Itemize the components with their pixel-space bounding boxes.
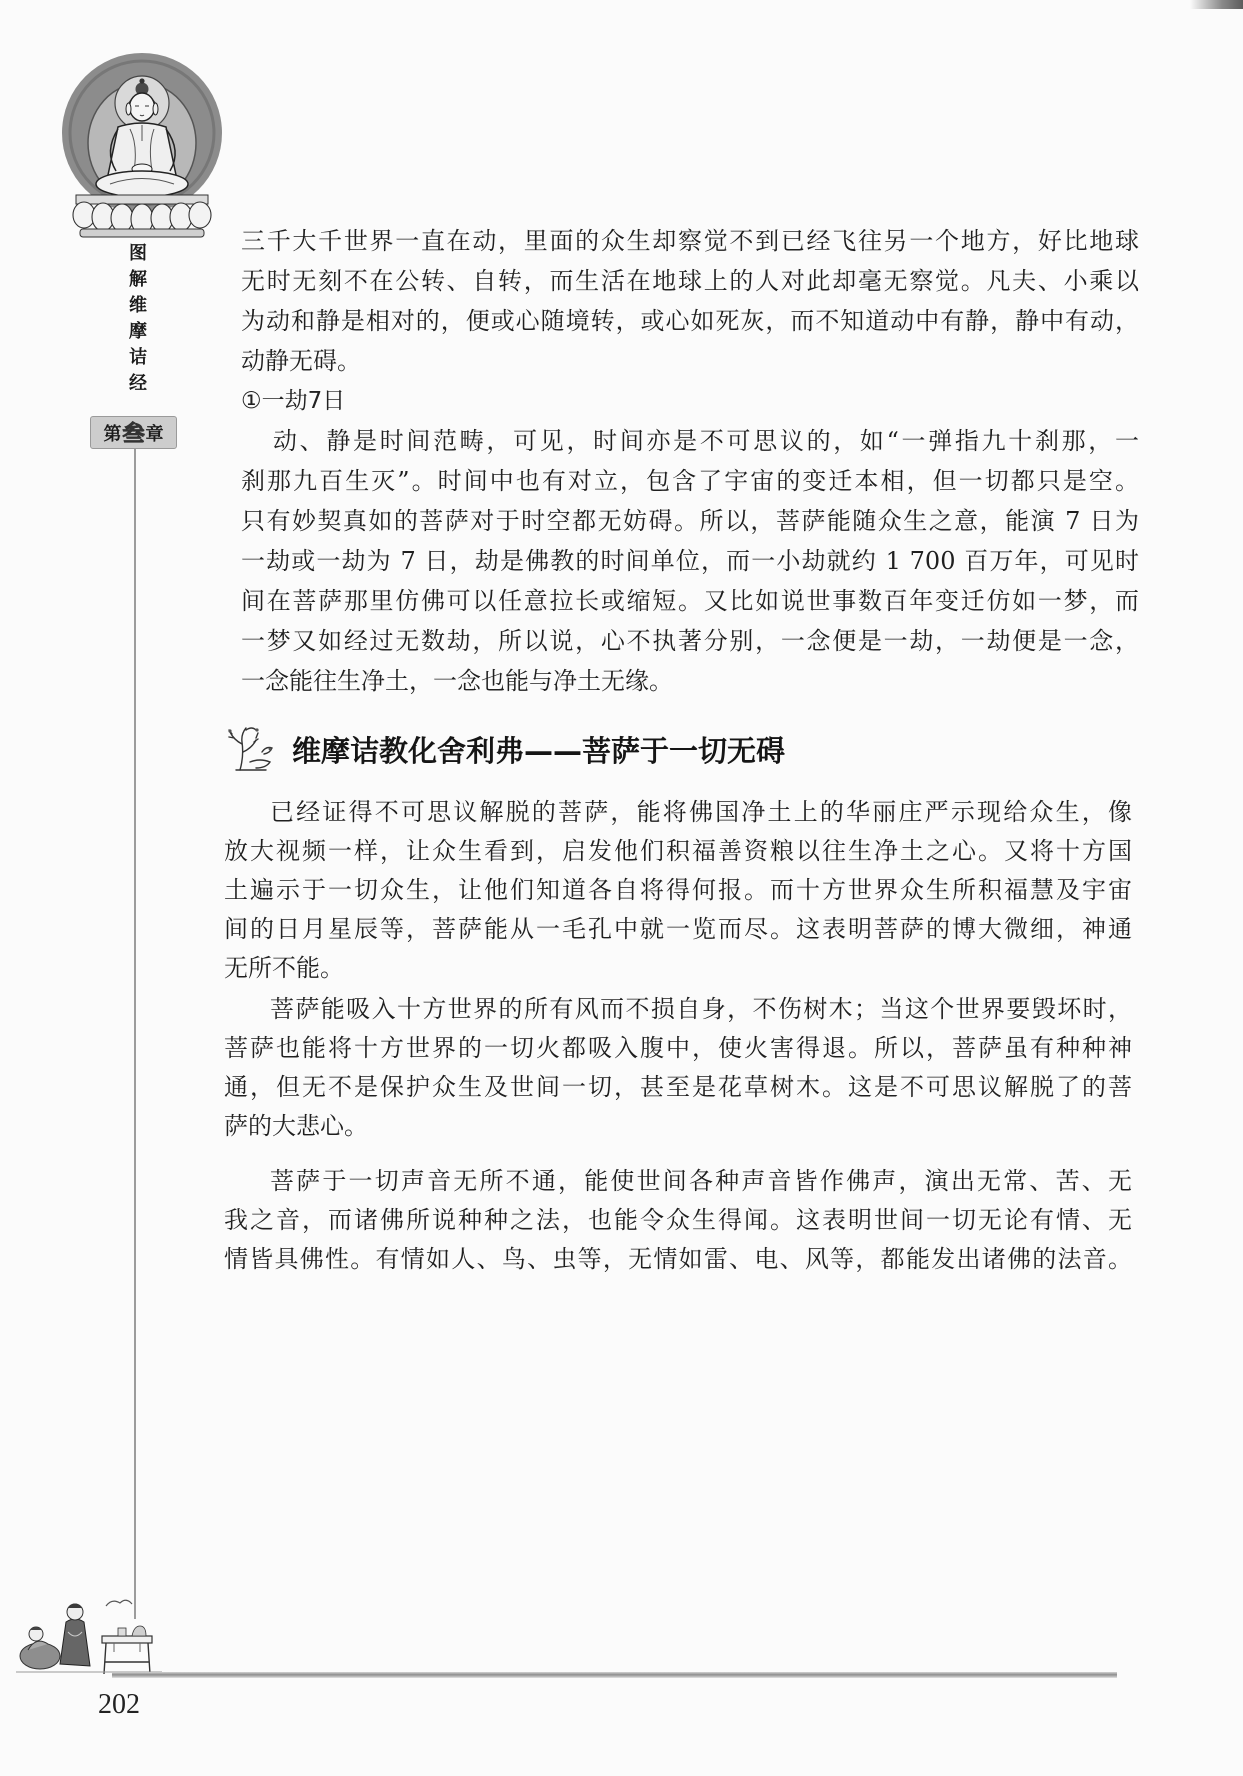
text-line: 无时无刻不在公转、自转，而生活在地球上的人对此却毫无察觉。凡夫、小乘以: [241, 267, 1139, 295]
section-1-body: [241, 221, 1139, 701]
text-line: 动、静是时间范畴，可见，时间亦是不可思议的，如“一弹指九十刹那，一: [273, 427, 1139, 455]
text-line: 萨的大悲心。: [224, 1112, 368, 1140]
text-line: 只有妙契真如的菩萨对于时空都无妨碍。所以，菩萨能随众生之意，能演 7 日为: [241, 507, 1139, 535]
text-line: 放大视频一样，让众生看到，启发他们积福善资粮以往生净土之心。又将十方国: [224, 837, 1132, 865]
scholars-illustration-icon: [14, 1592, 164, 1678]
text-line: 情皆具佛性。有情如人、鸟、虫等，无情如雷、电、风等，都能发出诸佛的法音。: [224, 1245, 1132, 1273]
section-2-body: [224, 793, 1132, 1279]
chapter-number: 叁: [122, 422, 145, 447]
subheading: ①一劫7日: [241, 388, 346, 414]
text-line: 间的日月星辰等，菩萨能从一毛孔中就一览而尽。这表明菩萨的博大微细，神通: [224, 915, 1132, 943]
chapter-label: [90, 416, 177, 449]
chapter-suffix: 章: [145, 423, 164, 445]
text-line: 已经证得不可思议解脱的菩萨，能将佛国净土上的华丽庄严示现给众生，像: [270, 798, 1132, 826]
section-heading: 维摩诘教化舍利弗——菩萨于一切无碍: [292, 734, 786, 768]
text-line: 一念能往生净土，一念也能与净土无缘。: [241, 667, 673, 695]
text-line: 一梦又如经过无数劫，所以说，心不执著分别，一念便是一劫，一劫便是一念，: [241, 627, 1139, 655]
paragraph: [224, 1162, 1132, 1279]
text-line: 为动和静是相对的，便或心随境转，或心如死灰，而不知道动中有静，静中有动，: [241, 307, 1139, 335]
paragraph: [241, 221, 1139, 381]
text-line: 通，但无不是保护众生及世间一切，甚至是花草树木。这是不可思议解脱了的菩: [224, 1073, 1132, 1101]
scan-edge-shadow: [1190, 0, 1243, 9]
text-line: 菩萨能吸入十方世界的所有风而不损自身，不伤树木；当这个世界要毁坏时，: [270, 995, 1132, 1023]
margin-vertical-rule: [134, 449, 136, 1619]
paragraph: [224, 793, 1132, 988]
page-number: 202: [98, 1689, 140, 1720]
book-title-vertical: 图解维摩诘经: [126, 243, 147, 399]
text-line: 我之音，而诸佛所说种种之法，也能令众生得闻。这表明世间一切无论有情、无: [224, 1206, 1132, 1234]
text-line: 间在菩萨那里仿佛可以任意拉长或缩短。又比如说世事数百年变迁仿如一梦，而: [241, 587, 1139, 615]
text-line: 三千大千世界一直在动，里面的众生却察觉不到已经飞往另一个地方，好比地球: [241, 227, 1139, 255]
plant-sketch-icon: [226, 722, 278, 774]
footer-rule: [112, 1672, 1117, 1678]
text-line: 菩萨也能将十方世界的一切火都吸入腹中，使火害得退。所以，菩萨虽有种种神: [224, 1034, 1132, 1062]
text-line: 土遍示于一切众生，让他们知道各自将得何报。而十方世界众生所积福慧及宇宙: [224, 876, 1132, 904]
text-line: 无所不能。: [224, 954, 344, 982]
paragraph: [241, 421, 1139, 701]
text-line: 一劫或一劫为 7 日，劫是佛教的时间单位，而一小劫就约 1 700 百万年，可见时: [241, 547, 1139, 575]
text-line: 动静无碍。: [241, 347, 361, 375]
buddha-illustration-icon: [50, 45, 240, 245]
text-line: 刹那九百生灭”。时间中也有对立，包含了宇宙的变迁本相，但一切都只是空。: [241, 467, 1139, 495]
paragraph: [224, 990, 1132, 1146]
text-line: 菩萨于一切声音无所不通，能使世间各种声音皆作佛声，演出无常、苦、无: [270, 1167, 1132, 1195]
chapter-prefix: 第: [103, 423, 122, 445]
